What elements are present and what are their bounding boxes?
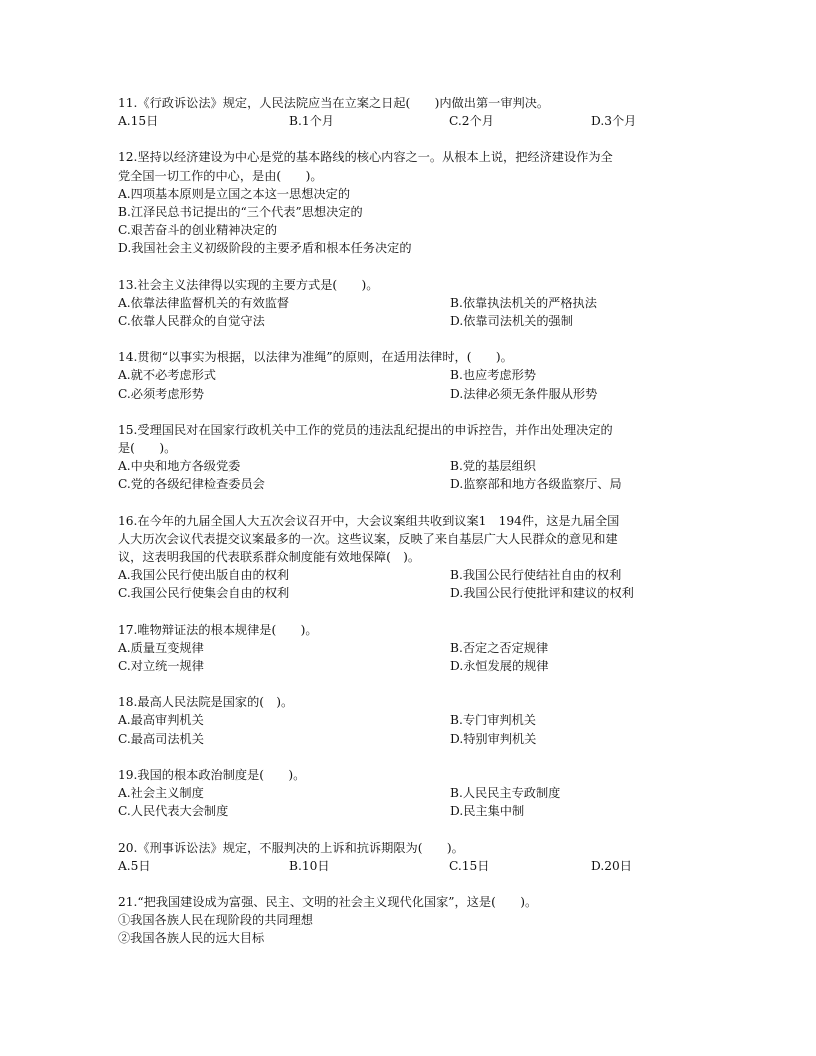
question-21: [118, 893, 698, 948]
option-d: D.监察部和地方各级监察厅、局: [450, 477, 622, 492]
option-c: C.艰苦奋斗的创业精神决定的: [118, 223, 278, 238]
option-c: C.最高司法机关: [118, 731, 204, 746]
options-row: [118, 385, 698, 403]
option-a: A.社会主义制度: [118, 786, 204, 801]
question-20: [118, 839, 698, 875]
option-a: A.依靠法律监督机关的有效监督: [118, 295, 290, 310]
question-stem: 14.贯彻“以事实为根据，以法律为准绳”的原则，在适用法律时，( )。: [118, 350, 513, 365]
question-stem: 11.《行政诉讼法》规定，人民法院应当在立案之日起( )内做出第一审判决。: [118, 96, 550, 110]
options-row: [118, 366, 698, 384]
question-stem: 21.“把我国建设成为富强、民主、文明的社会主义现代化国家”，这是( )。: [118, 894, 538, 909]
question-stem: 13.社会主义法律得以实现的主要方式是( )。: [118, 277, 379, 292]
option-c: C.人民代表大会制度: [118, 804, 229, 819]
document-page: [118, 94, 698, 966]
option-b: B.10日: [289, 858, 330, 873]
option-d: D.我国公民行使批评和建议的权利: [450, 586, 634, 601]
option-a: A.四项基本原则是立国之本这一思想决定的: [118, 186, 351, 201]
question-19: [118, 766, 698, 821]
option-c: C.我国公民行使集会自由的权利: [118, 586, 290, 601]
question-stem: 20.《刑事诉讼法》规定，不服判决的上诉和抗诉期限为( )。: [118, 840, 464, 855]
option-d: D.20日: [591, 858, 632, 873]
options-row: [118, 457, 698, 475]
question-stem: 议，这表明我国的代表联系群众制度能有效地保障( )。: [118, 550, 421, 565]
option-c: C.对立统一规律: [118, 659, 204, 674]
option-d: D.永恒发展的规律: [450, 659, 549, 674]
question-14: [118, 348, 698, 403]
option-a: A.质量互变规律: [118, 640, 204, 655]
option-a: A.5日: [118, 858, 151, 873]
question-11: [118, 94, 698, 130]
question-stem: 16.在今年的九届全国人大五次会议召开中，大会议案组共收到议案1 194件，这是九届全国: [118, 513, 620, 528]
option-a: A.就不必考虑形式: [118, 368, 216, 383]
option-2: ②我国各族人民的远大目标: [118, 931, 265, 946]
options-row: [118, 657, 698, 675]
options-row: [118, 584, 698, 602]
option-1: ①我国各族人民在现阶段的共同理想: [118, 913, 313, 928]
option-d: D.民主集中制: [450, 804, 525, 819]
options-row: [118, 639, 698, 657]
question-13: [118, 276, 698, 331]
question-16: [118, 512, 698, 603]
option-d: D.3个月: [591, 114, 637, 129]
option-b: B.人民民主专政制度: [450, 786, 561, 801]
option-b: B.依靠执法机关的严格执法: [450, 295, 597, 310]
option-d: D.依靠司法机关的强制: [450, 314, 573, 329]
option-a: A.15日: [118, 114, 159, 129]
question-stem: 人大历次会议代表提交议案最多的一次。这些议案，反映了来自基层广大人民群众的意见和建: [118, 531, 618, 546]
option-d: D.法律必须无条件服从形势: [450, 386, 598, 401]
options-row: [118, 112, 698, 130]
option-b: B.我国公民行使结社自由的权利: [450, 568, 622, 583]
option-b: B.江泽民总书记提出的“三个代表”思想决定的: [118, 205, 363, 220]
options-row: [118, 784, 698, 802]
option-a: A.我国公民行使出版自由的权利: [118, 568, 290, 583]
question-stem: 15.受理国民对在国家行政机关中工作的党员的违法乱纪提出的申诉控告，并作出处理决定的: [118, 422, 613, 437]
options-row: [118, 312, 698, 330]
option-c: C.15日: [449, 858, 490, 873]
question-stem: 17.唯物辩证法的根本规律是( )。: [118, 622, 318, 637]
option-b: B.也应考虑形势: [450, 368, 536, 383]
question-17: [118, 621, 698, 676]
option-b: B.专门审判机关: [450, 713, 536, 728]
question-18: [118, 693, 698, 748]
option-b: B.党的基层组织: [450, 459, 536, 474]
option-c: C.依靠人民群众的自觉守法: [118, 314, 265, 329]
option-c: C.必须考虑形势: [118, 386, 204, 401]
options-row: [118, 711, 698, 729]
option-d: D.我国社会主义初级阶段的主要矛盾和根本任务决定的: [118, 241, 412, 256]
question-stem: 18.最高人民法院是国家的( )。: [118, 695, 294, 710]
question-stem: 19.我国的根本政治制度是( )。: [118, 767, 306, 782]
option-d: D.特别审判机关: [450, 731, 537, 746]
options-row: [118, 294, 698, 312]
options-row: [118, 475, 698, 493]
question-stem: 12.坚持以经济建设为中心是党的基本路线的核心内容之一。从根本上说，把经济建设作为全: [118, 150, 613, 165]
option-b: B.1个月: [289, 114, 334, 129]
option-a: A.最高审判机关: [118, 713, 204, 728]
options-row: [118, 857, 698, 875]
option-c: C.2个月: [449, 114, 494, 129]
option-b: B.否定之否定规律: [450, 640, 549, 655]
question-stem: 党全国一切工作的中心，是由( )。: [118, 168, 323, 183]
options-row: [118, 730, 698, 748]
question-15: [118, 421, 698, 494]
option-a: A.中央和地方各级党委: [118, 459, 241, 474]
question-stem: 是( )。: [118, 441, 177, 456]
options-row: [118, 566, 698, 584]
option-c: C.党的各级纪律检查委员会: [118, 477, 265, 492]
question-12: [118, 148, 698, 257]
options-row: [118, 802, 698, 820]
